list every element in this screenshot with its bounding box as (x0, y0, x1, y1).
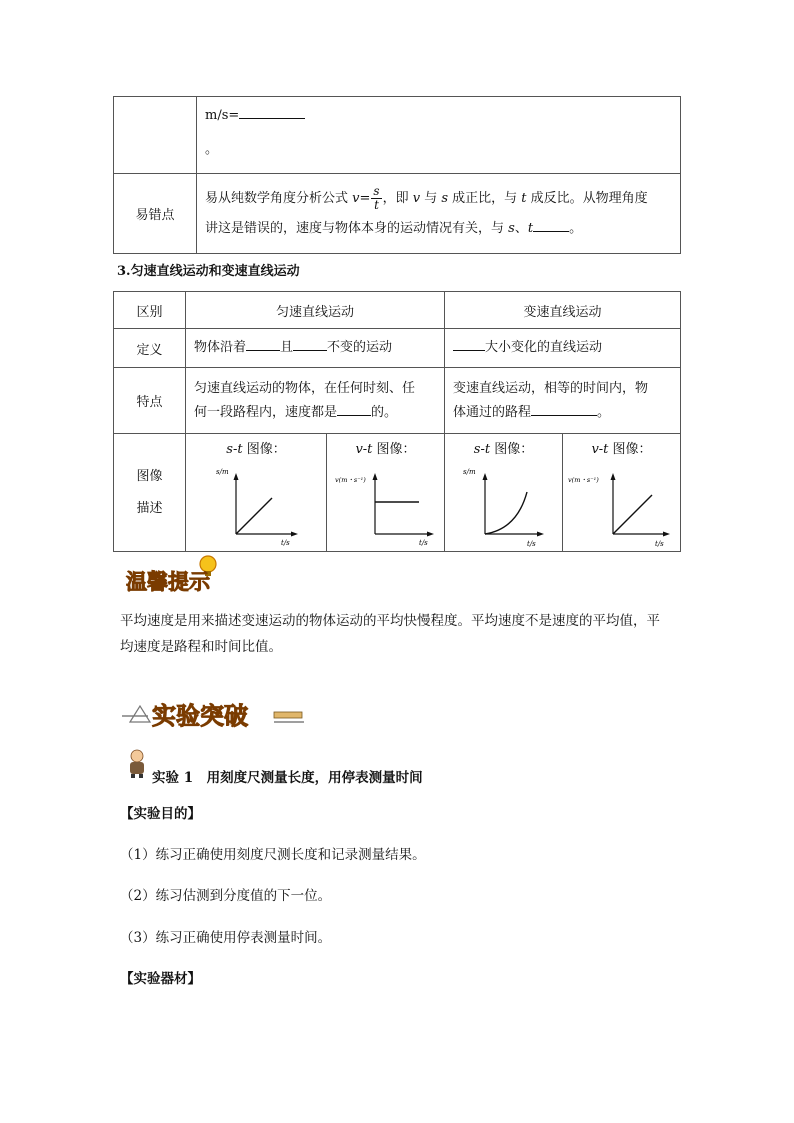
tip-banner (122, 552, 222, 602)
ruler-icon (274, 712, 302, 718)
uniform-vt-graph (327, 457, 444, 547)
var-v: v (352, 190, 360, 206)
formula-fraction (371, 185, 381, 212)
graph-cell-variable-vt (563, 434, 681, 552)
graph-title-var-1: s-t (226, 442, 243, 457)
graph-title-4 (563, 438, 680, 457)
section3-title: 3.匀速直线运动和变速直线运动 (117, 264, 300, 279)
purpose-item-3: （3）练习正确使用停表测量时间。 (120, 930, 332, 946)
y-arrow-2 (373, 473, 378, 480)
feat-uniform-line2b: 的。 (371, 404, 398, 420)
graph-title-1 (186, 438, 326, 457)
mistake-line2-end: 。 (569, 220, 583, 236)
variable-st-graph (445, 457, 562, 547)
graph-xlabel-2: t/s (419, 539, 428, 547)
feat-blank-1 (337, 401, 371, 416)
graph-title-var-4: v-t (591, 442, 609, 457)
graph-title-rest-2: 图像： (372, 442, 416, 457)
experiment1-title: 实验 1 用刻度尺测量长度，用停表测量时间 (152, 770, 423, 786)
graph-title-var-3: s-t (473, 442, 491, 457)
y-arrow-1 (234, 473, 239, 480)
graph-title-3 (445, 438, 562, 457)
graph-cell-uniform-st (186, 434, 327, 552)
definition-uniform (186, 329, 445, 368)
graphs-label-line2: 描述 (136, 500, 163, 516)
features-variable (445, 368, 681, 434)
var-v-2: v (412, 190, 421, 206)
mistake-line2-a: 讲这是错误的，速度与物体本身的运动情况有关，与 (205, 220, 509, 236)
scientist-avatar-icon (125, 748, 149, 778)
header-variable: 变速直线运动 (445, 292, 681, 329)
mistake-text-b: ，即 (382, 190, 413, 206)
flask-icon (130, 706, 150, 722)
curve-3 (485, 492, 527, 534)
def-blank-2 (293, 336, 327, 351)
mistake-text-e: 成反比。从物理角度 (526, 190, 648, 206)
equipment-heading: 【实验器材】 (120, 971, 201, 987)
mistake-text-d: 成正比，与 (448, 190, 522, 206)
variable-vt-graph (563, 457, 680, 547)
graph-ylabel-1: s/m (216, 468, 229, 476)
mistake-cell (197, 174, 681, 254)
mistake-label: 易错点 (114, 174, 197, 254)
graph-title-rest-4: 图像： (608, 442, 652, 457)
tip-line2: 均速度是路程和时间比值。 (120, 639, 282, 655)
eq-sign: = (359, 190, 371, 206)
sep-mark: 、 (514, 220, 528, 236)
feat-variable-line1: 变速直线运动，相等的时间内，物 (453, 380, 649, 396)
motion-table (113, 291, 681, 552)
top-table-unit-cell (197, 97, 681, 174)
var-s-2: s (508, 220, 515, 236)
var-s: s (441, 190, 449, 206)
graph-cell-uniform-vt (327, 434, 445, 552)
graph-xlabel-1: t/s (281, 539, 290, 547)
y-arrow-3 (483, 473, 488, 480)
y-arrow-4 (611, 473, 616, 480)
purpose-item-1: （1）练习正确使用刻度尺测长度和记录测量结果。 (120, 847, 426, 863)
feat-variable-line2a: 体通过的路程 (453, 404, 532, 420)
features-uniform (186, 368, 445, 434)
top-table-empty-label (114, 97, 197, 174)
def-blank-3 (453, 336, 485, 351)
x-arrow-4 (663, 532, 670, 537)
curve-1 (236, 498, 272, 534)
curve-4 (613, 495, 652, 534)
features-label: 特点 (114, 368, 186, 434)
graph-title-var-2: v-t (355, 442, 373, 457)
fraction-numerator: s (373, 183, 380, 198)
feat-blank-2 (531, 401, 597, 416)
definition-variable (445, 329, 681, 368)
experiment-avatar (125, 748, 149, 782)
graph-title-rest-1: 图像： (242, 442, 286, 457)
header-diff: 区别 (114, 292, 186, 329)
graphs-label (114, 434, 186, 552)
tip-line1: 平均速度是用来描述变速运动的物体运动的平均快慢程度。平均速度不是速度的平均值，平 (120, 613, 660, 629)
def-uniform-b: 且 (280, 340, 294, 355)
tip-paragraph (120, 608, 690, 660)
unit-period: 。 (205, 142, 219, 157)
graph-cell-variable-st (445, 434, 563, 552)
purpose-heading: 【实验目的】 (120, 806, 201, 822)
uniform-st-graph (186, 457, 316, 547)
graph-ylabel-3: s/m (463, 468, 476, 476)
graph-xlabel-3: t/s (527, 540, 536, 547)
fraction-denominator: t (374, 197, 379, 212)
graphs-label-line1: 图像 (136, 468, 163, 484)
def-variable-a: 大小变化的直线运动 (485, 340, 603, 355)
definition-label: 定义 (114, 329, 186, 368)
var-t: t (521, 190, 527, 206)
x-arrow-3 (537, 532, 544, 537)
experiment-banner-graphic (118, 688, 308, 734)
feat-uniform-line2a: 何一段路程内，速度都是 (194, 404, 338, 420)
graph-xlabel-4: t/s (655, 540, 664, 547)
tip-banner-graphic (122, 552, 222, 598)
graph-title-2 (327, 438, 444, 457)
x-arrow-1 (291, 532, 298, 537)
unit-text: m/s= (205, 108, 240, 123)
graph-title-rest-3: 图像： (490, 442, 534, 457)
header-uniform: 匀速直线运动 (186, 292, 445, 329)
unit-blank (239, 104, 305, 119)
x-arrow-2 (427, 532, 434, 537)
var-t-2: t (527, 220, 534, 236)
mistake-text-c: 与 (420, 190, 442, 206)
top-table (113, 96, 681, 254)
mistake-blank (533, 217, 569, 232)
purpose-item-2: （2）练习估测到分度值的下一位。 (120, 888, 332, 904)
experiment-banner (118, 688, 308, 738)
graph-ylabel-4: v(m・s⁻¹) (568, 476, 599, 484)
def-uniform-c: 不变的运动 (327, 340, 393, 355)
graph-ylabel-2: v(m・s⁻¹) (335, 476, 366, 484)
experiment-banner-text: 实验突破 (152, 702, 248, 730)
def-blank-1 (246, 336, 280, 351)
feat-uniform-line1: 匀速直线运动的物体，在任何时刻、任 (194, 380, 416, 396)
def-uniform-a: 物体沿着 (194, 340, 247, 355)
tip-banner-text: 温馨提示 (126, 570, 210, 594)
feat-variable-line2b: 。 (597, 404, 611, 420)
mistake-text-a: 易从纯数学角度分析公式 (205, 190, 353, 206)
